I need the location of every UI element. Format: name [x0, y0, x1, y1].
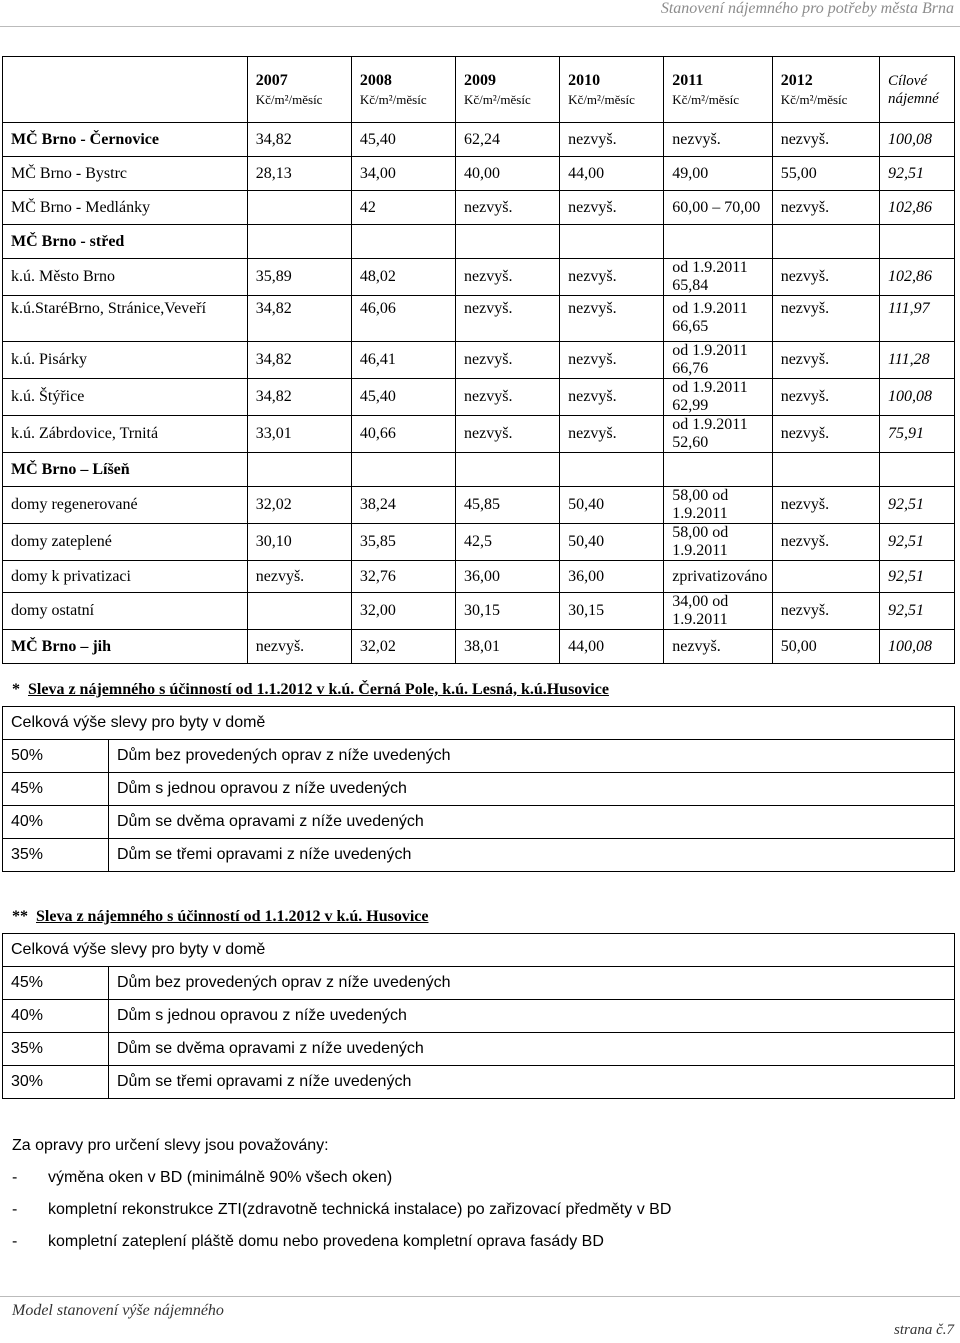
value-cell: nezvyš.	[772, 524, 879, 561]
goal-cell: 100,08	[879, 379, 954, 416]
notes-item: - kompletní rekonstrukce ZTI(zdravotně technická instalace) po zařizovací předměty v BD	[12, 1201, 672, 1218]
value-cell: nezvyš.	[456, 259, 560, 296]
goal-cell: 92,51	[879, 157, 954, 191]
value-cell: 32,02	[247, 487, 351, 524]
value-cell: zprivatizováno	[664, 561, 772, 593]
row-label: k.ú.StaréBrno, Stránice,Veveří	[3, 296, 248, 342]
table-row	[3, 225, 955, 259]
discount2-title: ** Sleva z nájemného s účinností od 1.1.2012 v k.ú. Husovice	[12, 908, 429, 925]
table-row	[3, 342, 955, 379]
row-label: k.ú. Město Brno	[3, 259, 248, 296]
row-label: k.ú. Zábrdovice, Trnitá	[3, 416, 248, 453]
value-cell: 34,82	[247, 342, 351, 379]
footer-title: Model stanovení výše nájemného	[12, 1302, 224, 1319]
value-cell: 34,82	[247, 379, 351, 416]
value-cell	[247, 225, 351, 259]
table-row	[3, 157, 955, 191]
value-cell: 55,00	[772, 157, 879, 191]
value-cell	[664, 453, 772, 487]
table-row	[3, 191, 955, 225]
value-cell: 58,00 od 1.9.2011	[664, 524, 772, 561]
row-label: MČ Brno – jih	[3, 630, 248, 664]
goal-cell: 111,97	[879, 296, 954, 342]
value-cell: 36,00	[560, 561, 664, 593]
value-cell: 46,41	[351, 342, 455, 379]
value-cell: 28,13	[247, 157, 351, 191]
goal-cell: 92,51	[879, 593, 954, 630]
table-row	[3, 416, 955, 453]
row-label: k.ú. Štýřice	[3, 379, 248, 416]
value-cell: 38,24	[351, 487, 455, 524]
value-cell: 50,40	[560, 524, 664, 561]
value-cell: 32,76	[351, 561, 455, 593]
discount2-table	[2, 933, 955, 1099]
table-row	[3, 296, 955, 342]
value-cell: 42	[351, 191, 455, 225]
value-cell: 46,06	[351, 296, 455, 342]
value-cell	[456, 225, 560, 259]
value-cell: nezvyš.	[772, 487, 879, 524]
value-cell: od 1.9.2011 66,65	[664, 296, 772, 342]
value-cell: 48,02	[351, 259, 455, 296]
goal-cell	[879, 225, 954, 259]
row-label: MČ Brno – Líšeň	[3, 453, 248, 487]
value-cell: od 1.9.2011 65,84	[664, 259, 772, 296]
value-cell: 45,85	[456, 487, 560, 524]
year-header: 2008 Kč/m²/měsíc	[351, 57, 455, 123]
value-cell	[772, 225, 879, 259]
discount-row	[3, 1066, 955, 1099]
table-row	[3, 259, 955, 296]
value-cell: nezvyš.	[664, 630, 772, 664]
value-cell	[772, 453, 879, 487]
value-cell	[560, 225, 664, 259]
year-header: 2011 Kč/m²/měsíc	[664, 57, 772, 123]
discount-row	[3, 1033, 955, 1066]
discount-description: Dům se třemi opravami z níže uvedených	[109, 839, 955, 872]
discount-description: Dům se dvěma opravami z níže uvedených	[109, 1033, 955, 1066]
value-cell: 32,02	[351, 630, 455, 664]
discount-description: Dům se třemi opravami z níže uvedených	[109, 1066, 955, 1099]
discount-description: Dům bez provedených oprav z níže uvedených	[109, 740, 955, 773]
row-label: domy ostatní	[3, 593, 248, 630]
value-cell: 30,10	[247, 524, 351, 561]
goal-cell: 92,51	[879, 524, 954, 561]
table-header-row	[3, 57, 955, 123]
table-row	[3, 379, 955, 416]
value-cell: 36,00	[456, 561, 560, 593]
discount-row	[3, 740, 955, 773]
discount-percent: 35%	[3, 839, 109, 872]
value-cell: 60,00 – 70,00	[664, 191, 772, 225]
table-row	[3, 487, 955, 524]
discount-percent: 45%	[3, 773, 109, 806]
page-header-title: Stanovení nájemného pro potřeby města Brna	[660, 0, 954, 17]
value-cell: nezvyš.	[247, 630, 351, 664]
year-header: 2007 Kč/m²/měsíc	[247, 57, 351, 123]
value-cell: 33,01	[247, 416, 351, 453]
value-cell: 35,85	[351, 524, 455, 561]
discount-row	[3, 773, 955, 806]
value-cell: 40,00	[456, 157, 560, 191]
value-cell: 58,00 od 1.9.2011	[664, 487, 772, 524]
value-cell: od 1.9.2011 66,76	[664, 342, 772, 379]
value-cell	[247, 593, 351, 630]
discount-row	[3, 1000, 955, 1033]
row-label: domy k privatizaci	[3, 561, 248, 593]
row-label: MČ Brno - Bystrc	[3, 157, 248, 191]
value-cell: 35,89	[247, 259, 351, 296]
value-cell	[664, 225, 772, 259]
value-cell: nezvyš.	[772, 416, 879, 453]
goal-cell: 100,08	[879, 123, 954, 157]
row-label: MČ Brno - střed	[3, 225, 248, 259]
row-label: domy zateplené	[3, 524, 248, 561]
goal-cell	[879, 453, 954, 487]
value-cell: nezvyš.	[560, 123, 664, 157]
value-cell: nezvyš.	[560, 416, 664, 453]
page-number: strana č.7	[894, 1322, 954, 1338]
value-cell: nezvyš.	[560, 342, 664, 379]
row-label: domy regenerované	[3, 487, 248, 524]
value-cell: nezvyš.	[560, 379, 664, 416]
value-cell	[351, 225, 455, 259]
value-cell	[351, 453, 455, 487]
value-cell: nezvyš.	[560, 191, 664, 225]
value-cell: 44,00	[560, 630, 664, 664]
repair-notes	[12, 1130, 671, 1258]
discount-row	[3, 967, 955, 1000]
row-label: MČ Brno - Černovice	[3, 123, 248, 157]
goal-cell: 92,51	[879, 561, 954, 593]
table-row	[3, 453, 955, 487]
value-cell: 50,00	[772, 630, 879, 664]
year-header: 2009 Kč/m²/měsíc	[456, 57, 560, 123]
value-cell: 50,40	[560, 487, 664, 524]
discount-percent: 45%	[3, 967, 109, 1000]
value-cell: nezvyš.	[456, 296, 560, 342]
value-cell	[772, 561, 879, 593]
value-cell: 32,00	[351, 593, 455, 630]
goal-cell: 92,51	[879, 487, 954, 524]
value-cell: 34,00	[351, 157, 455, 191]
goal-cell: 100,08	[879, 630, 954, 664]
discount-percent: 40%	[3, 1000, 109, 1033]
discount-percent: 30%	[3, 1066, 109, 1099]
table-row	[3, 123, 955, 157]
discount-description: Dům bez provedených oprav z níže uvedených	[109, 967, 955, 1000]
value-cell: 45,40	[351, 123, 455, 157]
value-cell	[456, 453, 560, 487]
year-header: 2012 Kč/m²/měsíc	[772, 57, 879, 123]
value-cell	[247, 191, 351, 225]
value-cell: 38,01	[456, 630, 560, 664]
value-cell: nezvyš.	[456, 416, 560, 453]
row-label: MČ Brno - Medlánky	[3, 191, 248, 225]
value-cell: 34,82	[247, 123, 351, 157]
value-cell: nezvyš.	[772, 342, 879, 379]
goal-cell: 102,86	[879, 259, 954, 296]
table-row	[3, 630, 955, 664]
value-cell: nezvyš.	[772, 296, 879, 342]
value-cell: nezvyš.	[772, 593, 879, 630]
goal-cell: 102,86	[879, 191, 954, 225]
discount1-title: * Sleva z nájemného s účinností od 1.1.2012 v k.ú. Černá Pole, k.ú. Lesná, k.ú.Husovice	[12, 681, 609, 698]
table-row	[3, 593, 955, 630]
goal-cell: 75,91	[879, 416, 954, 453]
value-cell: nezvyš.	[772, 191, 879, 225]
value-cell: nezvyš.	[456, 342, 560, 379]
value-cell: 44,00	[560, 157, 664, 191]
value-cell: od 1.9.2011 62,99	[664, 379, 772, 416]
value-cell: nezvyš.	[247, 561, 351, 593]
value-cell: 45,40	[351, 379, 455, 416]
row-label: k.ú. Pisárky	[3, 342, 248, 379]
value-cell: nezvyš.	[772, 379, 879, 416]
value-cell: 30,15	[456, 593, 560, 630]
discount1-caption: Celková výše slevy pro byty v domě	[3, 707, 955, 740]
discount-description: Dům s jednou opravou z níže uvedených	[109, 773, 955, 806]
notes-item: - kompletní zateplení pláště domu nebo provedena kompletní oprava fasády BD	[12, 1233, 604, 1250]
value-cell: nezvyš.	[560, 296, 664, 342]
discount-percent: 50%	[3, 740, 109, 773]
header-empty-cell	[3, 57, 248, 123]
discount-percent: 35%	[3, 1033, 109, 1066]
value-cell: 34,82	[247, 296, 351, 342]
discount2-caption: Celková výše slevy pro byty v domě	[3, 934, 955, 967]
notes-item: - výměna oken v BD (minimálně 90% všech oken)	[12, 1169, 393, 1186]
value-cell	[247, 453, 351, 487]
discount-row	[3, 806, 955, 839]
value-cell: 40,66	[351, 416, 455, 453]
discount1-table	[2, 706, 955, 872]
rent-table	[2, 56, 955, 664]
value-cell: nezvyš.	[456, 379, 560, 416]
value-cell: 34,00 od 1.9.2011	[664, 593, 772, 630]
value-cell: 42,5	[456, 524, 560, 561]
discount-description: Dům s jednou opravou z níže uvedených	[109, 1000, 955, 1033]
value-cell: 62,24	[456, 123, 560, 157]
value-cell: 49,00	[664, 157, 772, 191]
header-divider	[0, 26, 960, 27]
value-cell: nezvyš.	[772, 259, 879, 296]
value-cell	[560, 453, 664, 487]
value-cell: nezvyš.	[560, 259, 664, 296]
discount-row	[3, 839, 955, 872]
table-row	[3, 524, 955, 561]
year-header: 2010 Kč/m²/měsíc	[560, 57, 664, 123]
value-cell: 30,15	[560, 593, 664, 630]
notes-intro: Za opravy pro určení slevy jsou považovány:	[12, 1137, 329, 1154]
discount-percent: 40%	[3, 806, 109, 839]
goal-cell: 111,28	[879, 342, 954, 379]
value-cell: od 1.9.2011 52,60	[664, 416, 772, 453]
value-cell: nezvyš.	[772, 123, 879, 157]
value-cell: nezvyš.	[456, 191, 560, 225]
value-cell: nezvyš.	[664, 123, 772, 157]
table-row	[3, 561, 955, 593]
discount-description: Dům se dvěma opravami z níže uvedených	[109, 806, 955, 839]
footer-divider	[0, 1296, 960, 1297]
goal-header: Cílové nájemné	[879, 57, 954, 123]
